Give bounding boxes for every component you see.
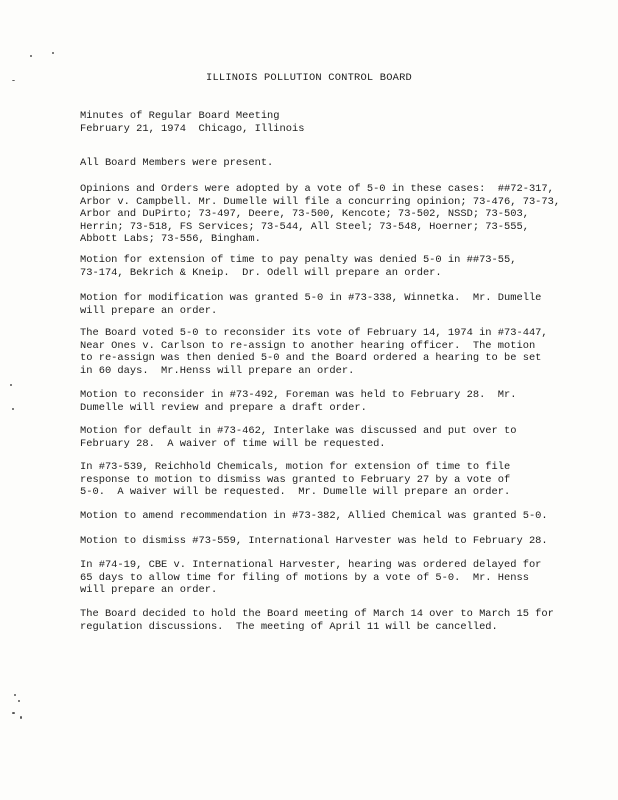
scan-speck xyxy=(10,384,12,386)
reichhold-paragraph xyxy=(80,461,550,499)
scan-speck xyxy=(30,55,32,57)
scan-speck xyxy=(12,80,15,81)
text-line: response to motion to dismiss was granted to February 27 by a vote of xyxy=(80,473,511,486)
attendance-paragraph xyxy=(80,157,550,170)
reconsider-vote-paragraph xyxy=(80,327,550,377)
text-line: Motion for default in #73-462, Interlake was discussed and put over to xyxy=(80,425,517,437)
text-line: The Board decided to hold the Board meeting of March 14 over to March 15 for xyxy=(80,608,554,620)
scan-speck xyxy=(52,52,54,54)
cbe-harvester-paragraph xyxy=(80,559,550,597)
text-line: 65 days to allow time for filing of motions by a vote of 5-0. Mr. Henss xyxy=(80,571,529,584)
harvester-dismiss-paragraph xyxy=(80,535,550,548)
text-line: regulation discussions. The meeting of April 11 will be cancelled. xyxy=(80,620,498,633)
subtitle-line: February 21, 1974 Chicago, Illinois xyxy=(80,122,305,135)
allied-chemical-paragraph xyxy=(80,510,550,523)
text-line: Herrin; 73-518, FS Services; 73-544, All Steel; 73-548, Hoerner; 73-555, xyxy=(80,220,529,233)
document-heading: ILLINOIS POLLUTION CONTROL BOARD xyxy=(206,72,412,84)
text-line: Arbor v. Campbell. Mr. Dumelle will file a concurring opinion; 73-476, 73-73, xyxy=(80,195,561,208)
text-line: Opinions and Orders were adopted by a vote of 5-0 in these cases: ##72-317, xyxy=(80,183,554,195)
text-line: The Board voted 5-0 to reconsider its vote of February 14, 1974 in #73-447, xyxy=(80,327,548,339)
text-line: Dumelle will review and prepare a draft order. xyxy=(80,401,367,414)
text-line: will prepare an order. xyxy=(80,304,218,317)
text-line: Abbott Labs; 73-556, Bingham. xyxy=(80,233,261,246)
text-line: Motion to reconsider in #73-492, Foreman was held to February 28. Mr. xyxy=(80,389,517,401)
text-line: 73-174, Bekrich & Kneip. Dr. Odell will prepare an order. xyxy=(80,266,442,279)
subtitle-line: Minutes of Regular Board Meeting xyxy=(80,110,280,122)
modification-paragraph xyxy=(80,292,550,317)
foreman-paragraph xyxy=(80,389,550,414)
text-line: Motion for modification was granted 5-0 in #73-338, Winnetka. Mr. Dumelle xyxy=(80,292,542,304)
scan-speck xyxy=(20,716,22,719)
meeting-subtitle xyxy=(80,110,550,135)
scan-speck xyxy=(12,408,14,410)
text-line: In #73-539, Reichhold Chemicals, motion for extension of time to file xyxy=(80,461,511,473)
text-line: Motion to amend recommendation in #73-382, Allied Chemical was granted 5-0. xyxy=(80,510,548,522)
text-line: Motion to dismiss #73-559, International Harvester was held to February 28. xyxy=(80,535,548,547)
scan-speck xyxy=(12,712,15,714)
text-line: to re-assign was then denied 5-0 and the Board ordered a hearing to be set xyxy=(80,352,542,365)
text-line: February 28. A waiver of time will be requested. xyxy=(80,437,386,450)
text-line: In #74-19, CBE v. International Harvester, hearing was ordered delayed for xyxy=(80,559,542,571)
interlake-paragraph xyxy=(80,425,550,450)
text-line: in 60 days. Mr.Henss will prepare an order. xyxy=(80,364,355,377)
text-line: will prepare an order. xyxy=(80,584,218,597)
penalty-extension-paragraph xyxy=(80,254,550,279)
meeting-schedule-paragraph xyxy=(80,608,554,633)
text-line: Arbor and DuPirto; 73-497, Deere, 73-500, Kencote; 73-502, NSSD; 73-503, xyxy=(80,208,529,221)
scan-speck xyxy=(14,694,16,696)
text-line: Near Ones v. Carlson to re-assign to another hearing officer. The motion xyxy=(80,339,536,352)
scan-speck xyxy=(18,700,20,702)
text-line: 5-0. A waiver will be requested. Mr. Dumelle will prepare an order. xyxy=(80,486,511,499)
text-line: Motion for extension of time to pay penalty was denied 5-0 in ##73-55, xyxy=(80,254,517,266)
text-line: All Board Members were present. xyxy=(80,157,274,169)
opinions-paragraph xyxy=(80,183,561,246)
